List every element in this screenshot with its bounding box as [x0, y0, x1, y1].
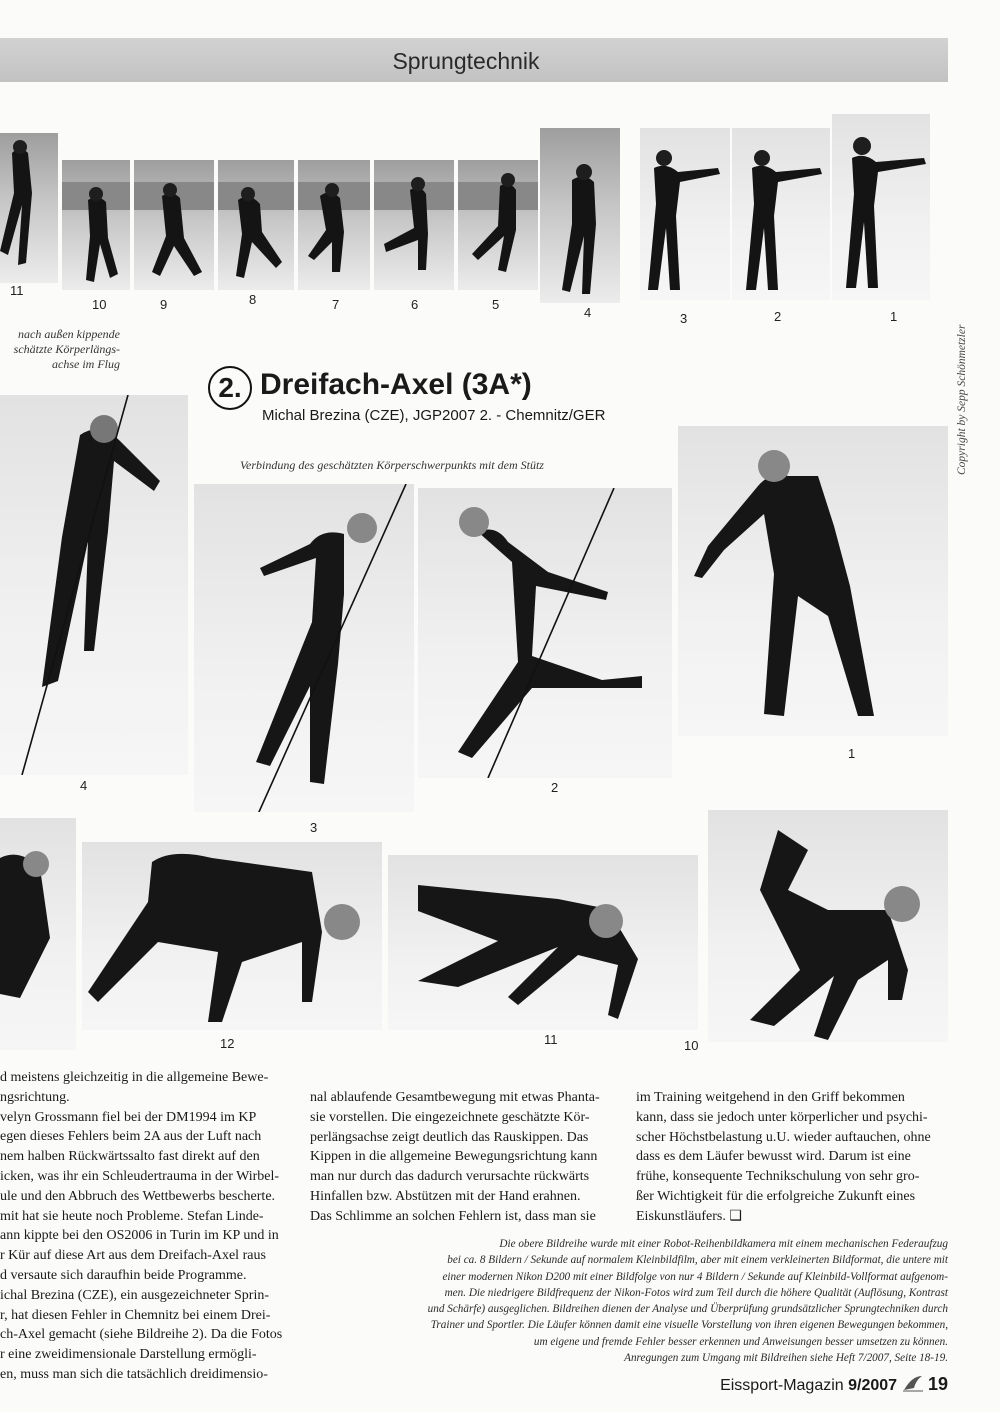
- top-frame-number: 3: [680, 311, 688, 326]
- top-frame-photo-6: [374, 160, 454, 290]
- bottom-frame-photo-10: [708, 810, 948, 1042]
- top-frame-number: 5: [492, 297, 500, 312]
- bottom-frame-number: 10: [684, 1038, 699, 1053]
- page-footer: [0, 1374, 948, 1395]
- top-frame-number: 1: [890, 309, 898, 324]
- section-title: Sprungtechnik: [392, 48, 540, 74]
- magazine-logo-icon: [902, 1374, 924, 1392]
- issue-number: 9/2007: [848, 1377, 898, 1394]
- mid-frame-photo-2: [418, 488, 672, 778]
- top-frame-photo-1: [832, 114, 930, 300]
- article-column-1: d meistens gleichzeitig in die allgemeine Bewe- ngsrichtung. velyn Grossmann fiel bei der DM1994 im KP egen dieses Fehlers beim 2A aus der Luft nach nem halben Rückwärtssalto fast direkt auf den icken, was ihr ein Schleudertrauma in der Wirbel- ule und den Abbruch des Wettbewerbs bescherte. mit hat sie heute noch Probleme. Stefan Linde- ann kippte bei den OS2006 in Turin im KP und in r Kür auf diese Art aus dem Dreifach-Axel raus d versaute sich daraufhin beide Programme. ichal Brezina (CZE), ein ausgezeichneter Sprin- r, hat diesen Fehler in Chemnitz bei einem Drei- ch-Axel gemacht (siehe Bildreihe 2). Da die Fotos r eine zweidimensionale Darstellung ermögli- en, muss man sich die tatsächlich dreidimensio-: [0, 1070, 283, 1382]
- top-frame-photo-5: [458, 160, 538, 290]
- body-axis-caption: nach außen kippende schätzte Körperlängs- achse im Flug: [13, 327, 120, 371]
- bottom-frame-number: 11: [544, 1032, 558, 1047]
- mid-frame-number: 1: [848, 746, 856, 761]
- top-frame-photo-4: [540, 128, 620, 303]
- top-frame-photo-3: [640, 128, 730, 300]
- top-frame-number: 7: [332, 297, 340, 312]
- top-frame-number: 9: [160, 297, 168, 312]
- mid-frame-photo-3: [194, 484, 414, 812]
- top-frame-photo-11: [0, 133, 58, 283]
- photo-technique-notes: Die obere Bildreihe wurde mit einer Robot-Reihenbildkamera mit einem mechanischen Federaufzug bei ca. 8 Bildern / Sekunde auf normalem Kleinbildfilm, aber mit einem verkleinerten Bildformat, die untere mit einer modernen Nikon D200 mit einer Bildfolge von nur 4 Bildern / Sekunde auf Kleinbild-Vollformat aufgenom- men. Die niedrigere Bildfrequenz der Nikon-Fotos wird zum Teil durch die höhere Qualität (Auflösung, Kontrast und Schärfe) ausgeglichen. Bildreihen dienen der Analyse und Überprüfung grundsätzlicher Sprungtechniken durch Trainer und Sportler. Die Läufer können damit eine visuelle Vorstellung von ihren eigenen Bewegungen bekommen, um eigene und fremde Fehler besser erkennen und Anweisungen besser umsetzen zu können. Anregungen zum Umgang mit Bildreihen siehe Heft 7/2007, Seite 18-19.: [427, 1238, 948, 1365]
- sequence-number-badge: 2.: [208, 366, 252, 410]
- top-frame-photo-9: [134, 160, 214, 290]
- top-frame-number: 8: [249, 292, 257, 307]
- bottom-frame-number: 12: [220, 1036, 235, 1051]
- magazine-name: Eissport-Magazin: [720, 1377, 844, 1394]
- mid-frame-photo-4: [0, 395, 188, 775]
- top-frame-number: 10: [92, 297, 107, 312]
- photo-copyright: Copyright by Sepp Schönmetzler: [956, 324, 968, 475]
- bottom-frame-photo-11: [388, 855, 698, 1030]
- bottom-frame-photo-13: [0, 818, 76, 1050]
- page-title: Dreifach-Axel (3A*): [260, 368, 532, 401]
- article-column-3: im Training weitgehend in den Griff bekommen kann, dass sie jedoch unter körperlicher und psychi- scher Höchstbelastung u.U. wieder auftauchen, ohne dass es dem Läufer bewusst wird. Darum ist eine frühe, konsequente Technikschulung von sehr gro- ßer Wichtigkeit für die erfolgreiche Zukunft eines Eiskunstläufers. ❑: [636, 1090, 931, 1224]
- article-column-2: nal ablaufende Gesamtbewegung mit etwas Phanta- sie vorstellen. Die eingezeichnete geschätzte Kör- perlängsachse zeigt deutlich das Rauskippen. Das Kippen in die allgemeine Bewegungsrichtung kann man nur durch das dadurch verursachte rückwärts Hinfallen bzw. Abstützen mit der Hand erahnen. Das Schlimme an solchen Fehlern ist, dass man sie: [310, 1090, 600, 1224]
- center-of-mass-caption: Verbindung des geschätzten Körperschwerpunkts mit dem Stütz: [240, 458, 544, 472]
- top-frame-photo-2: [732, 128, 830, 300]
- athlete-subtitle: Michal Brezina (CZE), JGP2007 2. - Chemnitz/GER: [262, 407, 606, 424]
- mid-frame-number: 3: [310, 820, 318, 835]
- mid-frame-number: 4: [80, 778, 88, 793]
- bottom-frame-photo-12: [82, 842, 382, 1030]
- mid-frame-photo-1: [678, 426, 948, 736]
- top-frame-photo-8: [218, 160, 294, 290]
- top-frame-number: 11: [10, 283, 24, 298]
- top-frame-number: 6: [411, 297, 419, 312]
- mid-frame-number: 2: [551, 780, 559, 795]
- top-frame-photo-7: [298, 160, 370, 290]
- top-frame-number: 2: [774, 309, 782, 324]
- top-frame-number: 4: [584, 305, 592, 320]
- top-frame-photo-10: [62, 160, 130, 290]
- page-number: 19: [927, 1374, 948, 1394]
